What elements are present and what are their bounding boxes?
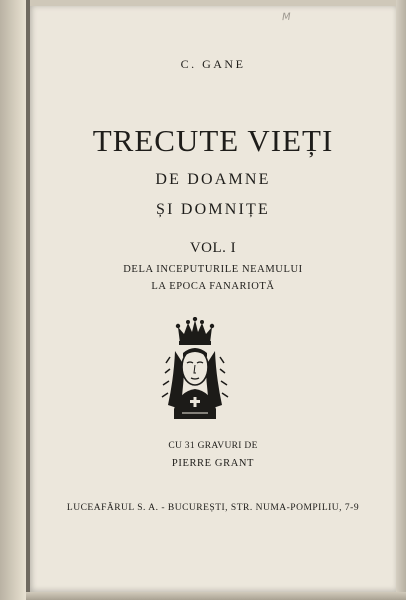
subtitle-line-2: ȘI DOMNIȚE bbox=[156, 201, 270, 218]
crowned-princess-engraving-icon bbox=[160, 317, 230, 421]
engraver-name: PIERRE GRANT bbox=[171, 458, 255, 469]
handwritten-pencil-note: M bbox=[281, 11, 292, 24]
left-page-edge bbox=[0, 0, 26, 600]
engravings-credit: CU 31 GRAVURI DE bbox=[168, 441, 258, 451]
period-line-2: LA EPOCA FANARIOTĂ bbox=[151, 281, 275, 292]
author-name: C. GANE bbox=[180, 57, 246, 71]
period-line-1: DELA INCEPUTURILE NEAMULUI bbox=[123, 264, 303, 275]
subtitle-line-1: DE DOAMNE bbox=[155, 171, 271, 188]
bottom-edge-shadow bbox=[26, 592, 406, 600]
book-title: TRECUTE VIEȚI bbox=[92, 123, 334, 158]
publisher-imprint: LUCEAFĂRUL S. A. - BUCUREȘTI, STR. NUMA-POMPILIU, 7-9 bbox=[66, 503, 360, 513]
right-edge-shadow bbox=[396, 0, 406, 600]
volume-number: VOL. I bbox=[189, 240, 237, 256]
